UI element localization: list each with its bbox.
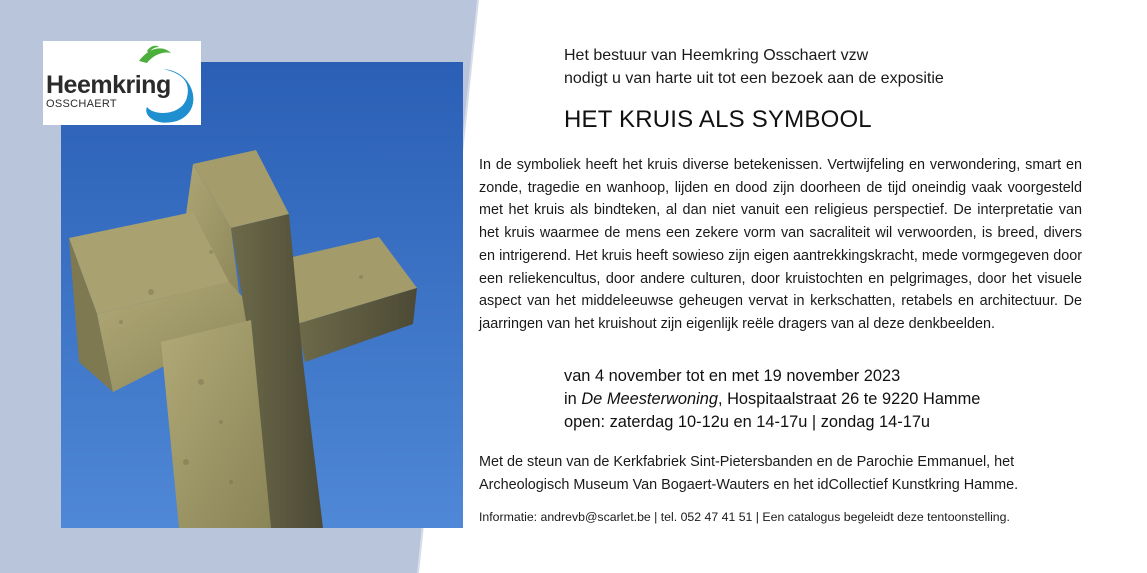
intro-line-2: nodigt u van harte uit tot een bezoek aan de expositie [564,70,944,87]
exhibition-description: In de symboliek heeft het kruis diverse betekenissen. Vertwijfeling en verwondering, smart en zonde, tragedie en wanhoop, lijden en dood zijn doorheen de tijd oneindig vaak voorgesteld met het kruis als bindteken, al dan niet vanuit een religieus perspectief. De interpretatie van het kruis waarmee de mens een zekere vorm van sacraliteit wil verwoorden, is breed, divers en intrigerend. Het kruis heeft sowieso zijn eigen aantrekkingskracht, mede vormgegeven door een reliekencultus, door andere culturen, door kruistochten en pelgrimages, door het visuele aspect van het middeleeuwse geheugen vervat in kerkschatten, retabels en architectuur. De jaarringen van het kruishout zijn eigenlijk reële dragers van al deze denkbeelden. [479,157,1082,332]
logo-wordmark: Heemkring [46,71,171,99]
intro-line-1: Het bestuur van Heemkring Osschaert vzw [564,47,869,64]
exhibition-venue [564,388,980,411]
exhibition-details [564,365,980,434]
exhibition-title: HET KRUIS ALS SYMBOOL [564,106,872,133]
venue-name: De Meesterwoning [581,390,718,408]
venue-address: , Hospitaalstraat 26 te 9220 Hamme [717,390,981,408]
exhibition-dates: van 4 november tot en met 19 november 2023 [564,367,901,385]
heemkring-logo [43,41,201,125]
opening-hours: open: zaterdag 10-12u en 14-17u | zondag 14-17u [564,413,931,431]
cross-photo [61,62,463,528]
venue-prefix: in [564,390,582,408]
sponsors-line-1: Met de steun van de Kerkfabriek Sint-Pietersbanden en de Parochie Emmanuel, het [479,454,1015,470]
contact-info: Informatie: andrevb@scarlet.be | tel. 052 47 41 51 | Een catalogus begeleidt deze tentoonstelling. [479,510,1010,524]
logo-subtitle: OSSCHAERT [46,98,117,110]
sponsors-line-2: Archeologisch Museum Van Bogaert-Wauters en het idCollectief Kunstkring Hamme. [479,476,1019,493]
invitation-intro [564,44,944,90]
sponsors-text [479,451,1099,496]
